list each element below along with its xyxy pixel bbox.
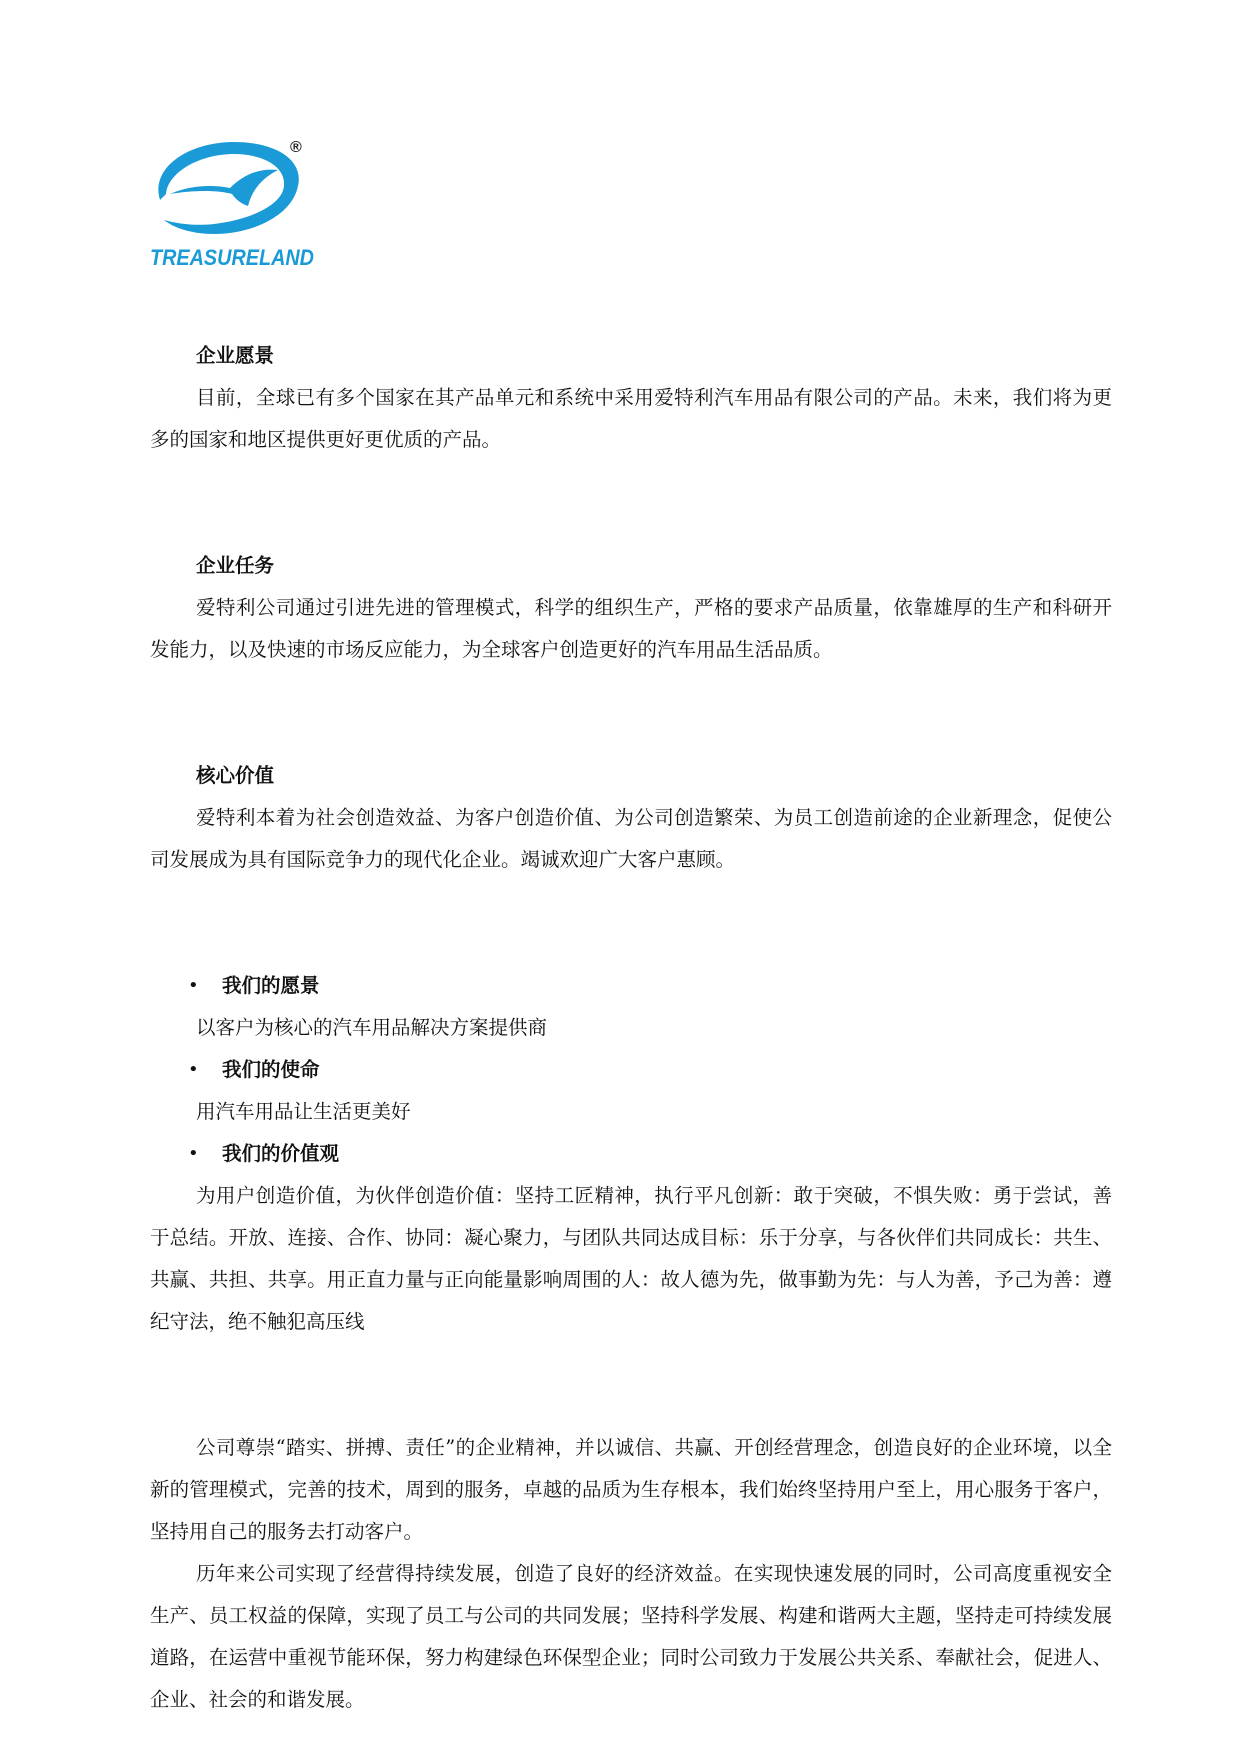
- section-text-core-values: 爱特利本着为社会创造效益、为客户创造价值、为公司创造繁荣、为员工创造前途的企业新理念，促使公司发展成为具有国际竞争力的现代化企业。竭诚欢迎广大客户惠顾。: [150, 806, 1112, 871]
- bullet-dot-icon: •: [188, 1143, 199, 1164]
- bullet-text: 以客户为核心的汽车用品解决方案提供商: [196, 1016, 548, 1039]
- spacer: [150, 461, 1112, 503]
- bullet-label: 我们的愿景: [222, 974, 320, 997]
- spacer: [150, 923, 1112, 965]
- treasureland-logo-icon: [148, 134, 318, 274]
- bullet-text-values: 为用户创造价值，为伙伴创造价值：坚持工匠精神，执行平凡创新：敢于突破，不惧失败：勇于尝试，善于总结。开放、连接、合作、协同：凝心聚力，与团队共同达成目标：乐于分享，与各伙伴们共同成长：共生、共赢、共担、共享。用正直力量与正向能量影响周围的人：故人德为先，做事勤为先：与人为善，予己为善：遵纪守法，绝不触犯高压线: [150, 1184, 1112, 1333]
- bullet-dot-icon: •: [188, 1059, 199, 1080]
- spacer: [150, 713, 1112, 755]
- section-heading-core-values: 核心价值: [196, 764, 275, 787]
- section-text-mission: 爱特利公司通过引进先进的管理模式，科学的组织生产，严格的要求产品质量，依靠雄厚的生产和科研开发能力，以及快速的市场反应能力，为全球客户创造更好的汽车用品生活品质。: [150, 596, 1112, 661]
- bullet-item-vision: [150, 965, 1112, 1007]
- spacer: [150, 1343, 1112, 1385]
- spacer: [150, 881, 1112, 923]
- bullet-item-mission: [150, 1049, 1112, 1091]
- closing-paragraph: 历年来公司实现了经营得持续发展，创造了良好的经济效益。在实现快速发展的同时，公司高度重视安全生产、员工权益的保障，实现了员工与公司的共同发展；坚持科学发展、构建和谐两大主题，坚持走可持续发展道路，在运营中重视节能环保，努力构建绿色环保型企业；同时公司致力于发展公共关系、奉献社会，促进人、企业、社会的和谐发展。: [150, 1562, 1112, 1711]
- section-text-vision: 目前，全球已有多个国家在其产品单元和系统中采用爱特利汽车用品有限公司的产品。未来，我们将为更多的国家和地区提供更好更优质的产品。: [150, 386, 1112, 451]
- bullet-label: 我们的价值观: [222, 1142, 340, 1165]
- registered-mark: ®: [290, 139, 302, 156]
- section-heading-vision: 企业愿景: [196, 344, 275, 367]
- logo-wing: [170, 170, 278, 206]
- company-logo: [148, 134, 318, 274]
- spacer: [150, 1385, 1112, 1427]
- logo-brand-text: TREASURELAND: [150, 245, 314, 270]
- bullet-dot-icon: •: [188, 975, 199, 996]
- spacer: [150, 503, 1112, 545]
- closing-paragraph: 公司尊崇“踏实、拼搏、责任”的企业精神，并以诚信、共赢、开创经营理念，创造良好的企业环境，以全新的管理模式，完善的技术，周到的服务，卓越的品质为生存根本，我们始终坚持用户至上，用心服务于客户，坚持用自己的服务去打动客户。: [150, 1436, 1112, 1543]
- document-body: [150, 335, 1112, 1721]
- bullet-text: 用汽车用品让生活更美好: [196, 1100, 411, 1123]
- bullet-item-values: [150, 1133, 1112, 1175]
- section-heading-mission: 企业任务: [196, 554, 275, 577]
- spacer: [150, 671, 1112, 713]
- bullet-label: 我们的使命: [222, 1058, 320, 1081]
